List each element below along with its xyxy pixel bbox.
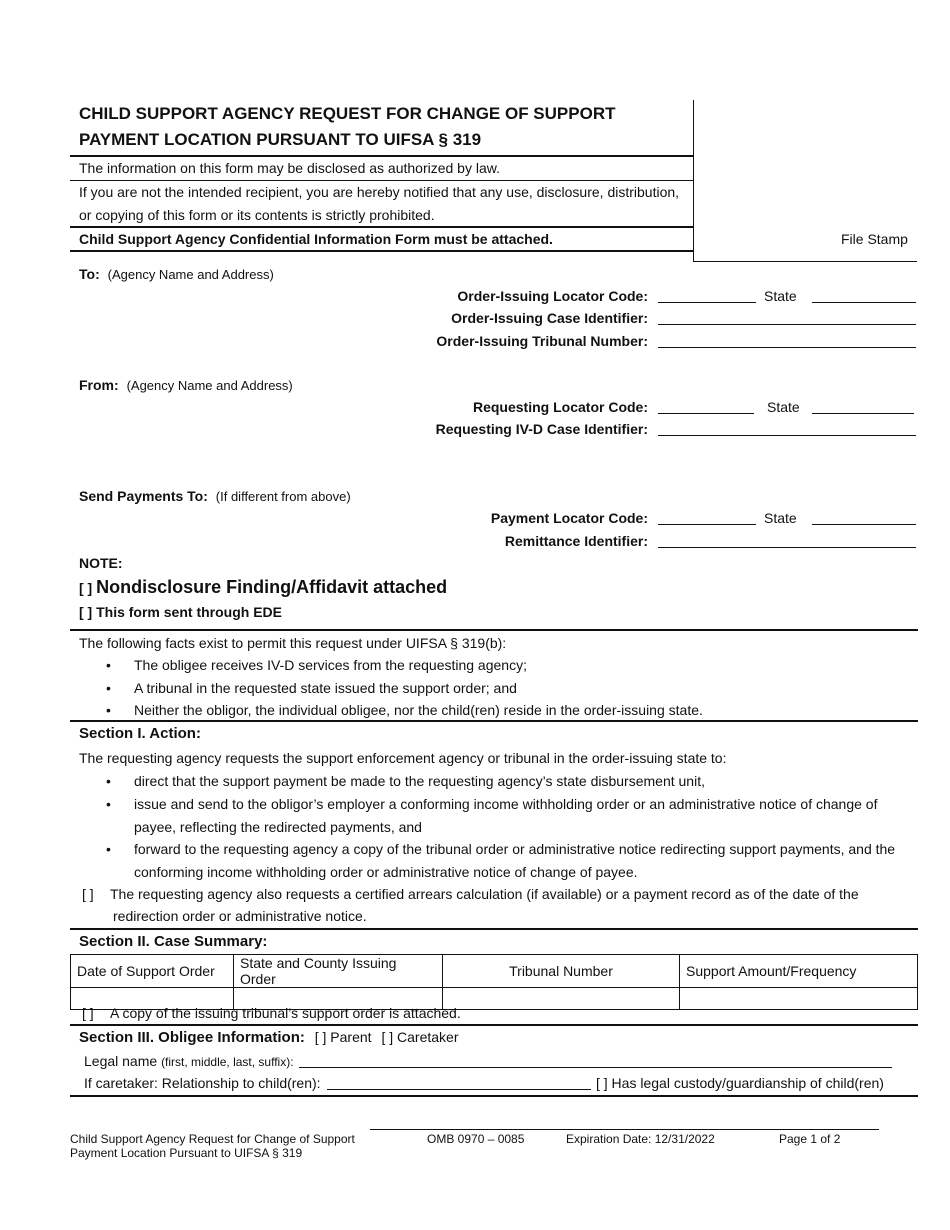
payment-locator-row: [300, 510, 918, 530]
facts-intro: The following facts exist to permit this request under UIFSA § 319(b):: [79, 635, 507, 651]
payment-locator-input[interactable]: [658, 510, 756, 525]
attach-notice: Child Support Agency Confidential Information Form must be attached.: [79, 231, 553, 247]
tribunal-cell-input[interactable]: [443, 988, 680, 1010]
footer-expiration: Expiration Date: 12/31/2022: [566, 1132, 715, 1146]
bullet-icon: •: [106, 657, 111, 673]
remittance-label: Remittance Identifier:: [504, 533, 648, 549]
footer-form-name-line1: Child Support Agency Request for Change of Support: [70, 1132, 355, 1146]
parent-checkbox[interactable]: [ ] Parent: [314, 1029, 372, 1045]
header-rule-1: [70, 155, 694, 157]
send-label: Send Payments To:: [79, 488, 208, 504]
file-stamp-label: File Stamp: [841, 231, 908, 247]
action-item: forward to the requesting agency a copy of the tribunal order or administrative notice redirecting support payments, and the: [134, 841, 896, 857]
order-issuing-case-input[interactable]: [658, 310, 916, 325]
bullet-icon: •: [106, 680, 111, 696]
from-hint: (Agency Name and Address): [126, 378, 293, 393]
col-tribunal-header: Tribunal Number: [443, 955, 680, 988]
col-date-header: Date of Support Order: [71, 955, 234, 988]
header-rule-3: [70, 226, 694, 228]
bullet-icon: •: [106, 841, 111, 857]
bullet-icon: •: [106, 773, 111, 789]
fact-item: The obligee receives IV-D services from the requesting agency;: [134, 657, 527, 673]
relationship-label: If caretaker: Relationship to child(ren):: [84, 1075, 321, 1091]
disclosure-text: The information on this form may be disclosed as authorized by law.: [79, 160, 500, 176]
case-summary-table: [70, 954, 918, 1010]
footer-page-number: Page 1 of 2: [779, 1132, 841, 1146]
to-hint: (Agency Name and Address): [107, 267, 274, 282]
order-issuing-locator-label: Order-Issuing Locator Code:: [457, 288, 648, 304]
order-issuing-tribunal-row: [300, 333, 918, 353]
action-item-cont: payee, reflecting the redirected payments, and: [134, 819, 422, 835]
requesting-case-input[interactable]: [658, 421, 916, 436]
col-amount-header: Support Amount/Frequency: [680, 955, 918, 988]
payment-state-input[interactable]: [812, 510, 916, 525]
header-vertical-divider: [693, 100, 694, 262]
order-issuing-state-input[interactable]: [812, 288, 916, 303]
order-issuing-locator-input[interactable]: [658, 288, 756, 303]
form-title-line1: CHILD SUPPORT AGENCY REQUEST FOR CHANGE OF SUPPORT: [79, 104, 616, 123]
from-block: [79, 377, 293, 393]
payment-state-label: State: [764, 510, 797, 526]
footer-omb: OMB 0970 – 0085: [427, 1132, 525, 1146]
requesting-state-label: State: [767, 399, 800, 415]
facts-top-rule: [70, 629, 918, 631]
action-item: issue and send to the obligor’s employer a conforming income withholding order or an administrative notice of change of: [134, 796, 878, 812]
from-label: From:: [79, 377, 119, 393]
order-issuing-tribunal-input[interactable]: [658, 333, 916, 348]
section2-title: Section II. Case Summary:: [79, 933, 268, 950]
footer-form-name-line2: Payment Location Pursuant to UIFSA § 319: [70, 1146, 303, 1160]
legal-name-row: [84, 1053, 294, 1069]
requesting-locator-row: [300, 399, 918, 419]
section3-header: [79, 1029, 458, 1046]
fact-item: A tribunal in the requested state issued the support order; and: [134, 680, 517, 696]
requesting-case-label: Requesting IV-D Case Identifier:: [435, 421, 648, 437]
caretaker-checkbox[interactable]: [ ] Caretaker: [381, 1029, 459, 1045]
arrears-line2: redirection order or administrative notice.: [113, 908, 367, 924]
legal-name-input[interactable]: [299, 1053, 892, 1068]
header-rule-2: [70, 180, 694, 181]
custody-checkbox[interactable]: [ ] Has legal custody/guardianship of child(ren): [596, 1075, 884, 1091]
action-item-cont: conforming income withholding order or administrative notice of change of payee.: [134, 864, 638, 880]
table-header-row: [71, 955, 918, 988]
nondisclosure-text: Nondisclosure Finding/Affidavit attached: [96, 577, 448, 597]
file-stamp-bottom-rule: [693, 261, 917, 262]
send-hint: (If different from above): [215, 489, 351, 504]
section1-title: Section I. Action:: [79, 725, 201, 742]
order-issuing-state-label: State: [764, 288, 797, 304]
section1-top-rule: [70, 720, 918, 722]
requesting-state-input[interactable]: [812, 399, 914, 414]
remittance-input[interactable]: [658, 533, 916, 548]
order-attached-text: A copy of the issuing tribunal’s support order is attached.: [110, 1005, 461, 1021]
note-label: NOTE:: [79, 555, 123, 571]
relationship-input[interactable]: [327, 1075, 591, 1090]
payment-locator-label: Payment Locator Code:: [490, 510, 648, 526]
requesting-locator-label: Requesting Locator Code:: [472, 399, 648, 415]
legal-name-label: Legal name: [84, 1053, 158, 1069]
send-block: [79, 488, 351, 504]
section2-top-rule: [70, 928, 918, 930]
arrears-line1: The requesting agency also requests a certified arrears calculation (if available) or a payment record as of the date of the: [110, 886, 859, 902]
arrears-checkbox[interactable]: [ ]: [82, 886, 94, 902]
bullet-icon: •: [106, 796, 111, 812]
section3-title: Section III. Obligee Information:: [79, 1029, 305, 1046]
section1-intro: The requesting agency requests the support enforcement agency or tribunal in the order-issuing state to:: [79, 750, 727, 766]
warning-line2: or copying of this form or its contents is strictly prohibited.: [79, 207, 435, 223]
nondisclosure-checkbox[interactable]: [ ]: [79, 580, 93, 596]
to-label: To:: [79, 266, 100, 282]
bullet-icon: •: [106, 702, 111, 718]
order-issuing-case-label: Order-Issuing Case Identifier:: [451, 310, 648, 326]
ede-checkbox[interactable]: [ ] This form sent through EDE: [79, 604, 282, 620]
warning-line1: If you are not the intended recipient, you are hereby notified that any use, disclosure, distribution,: [79, 184, 680, 200]
order-issuing-case-row: [300, 310, 918, 330]
col-state-county-header: State and County Issuing Order: [234, 955, 443, 988]
fact-item: Neither the obligor, the individual obligee, nor the child(ren) reside in the order-issuing state.: [134, 702, 703, 718]
amount-cell-input[interactable]: [680, 988, 918, 1010]
order-issuing-locator-row: [300, 288, 918, 308]
requesting-locator-input[interactable]: [658, 399, 754, 414]
legal-name-hint: (first, middle, last, suffix):: [161, 1055, 294, 1069]
to-block: [79, 266, 274, 282]
section3-bottom-rule: [70, 1095, 918, 1097]
header-rule-4: [70, 250, 694, 252]
section3-top-rule: [70, 1024, 918, 1026]
remittance-row: [300, 533, 918, 553]
order-attached-checkbox[interactable]: [ ]: [82, 1005, 94, 1021]
footer-rule: [370, 1129, 879, 1130]
order-issuing-tribunal-label: Order-Issuing Tribunal Number:: [436, 333, 648, 349]
requesting-case-row: [300, 421, 918, 441]
nondisclosure-row: [79, 577, 447, 598]
action-item: direct that the support payment be made to the requesting agency’s state disbursement unit,: [134, 773, 705, 789]
form-title-line2: PAYMENT LOCATION PURSUANT TO UIFSA § 319: [79, 130, 482, 149]
